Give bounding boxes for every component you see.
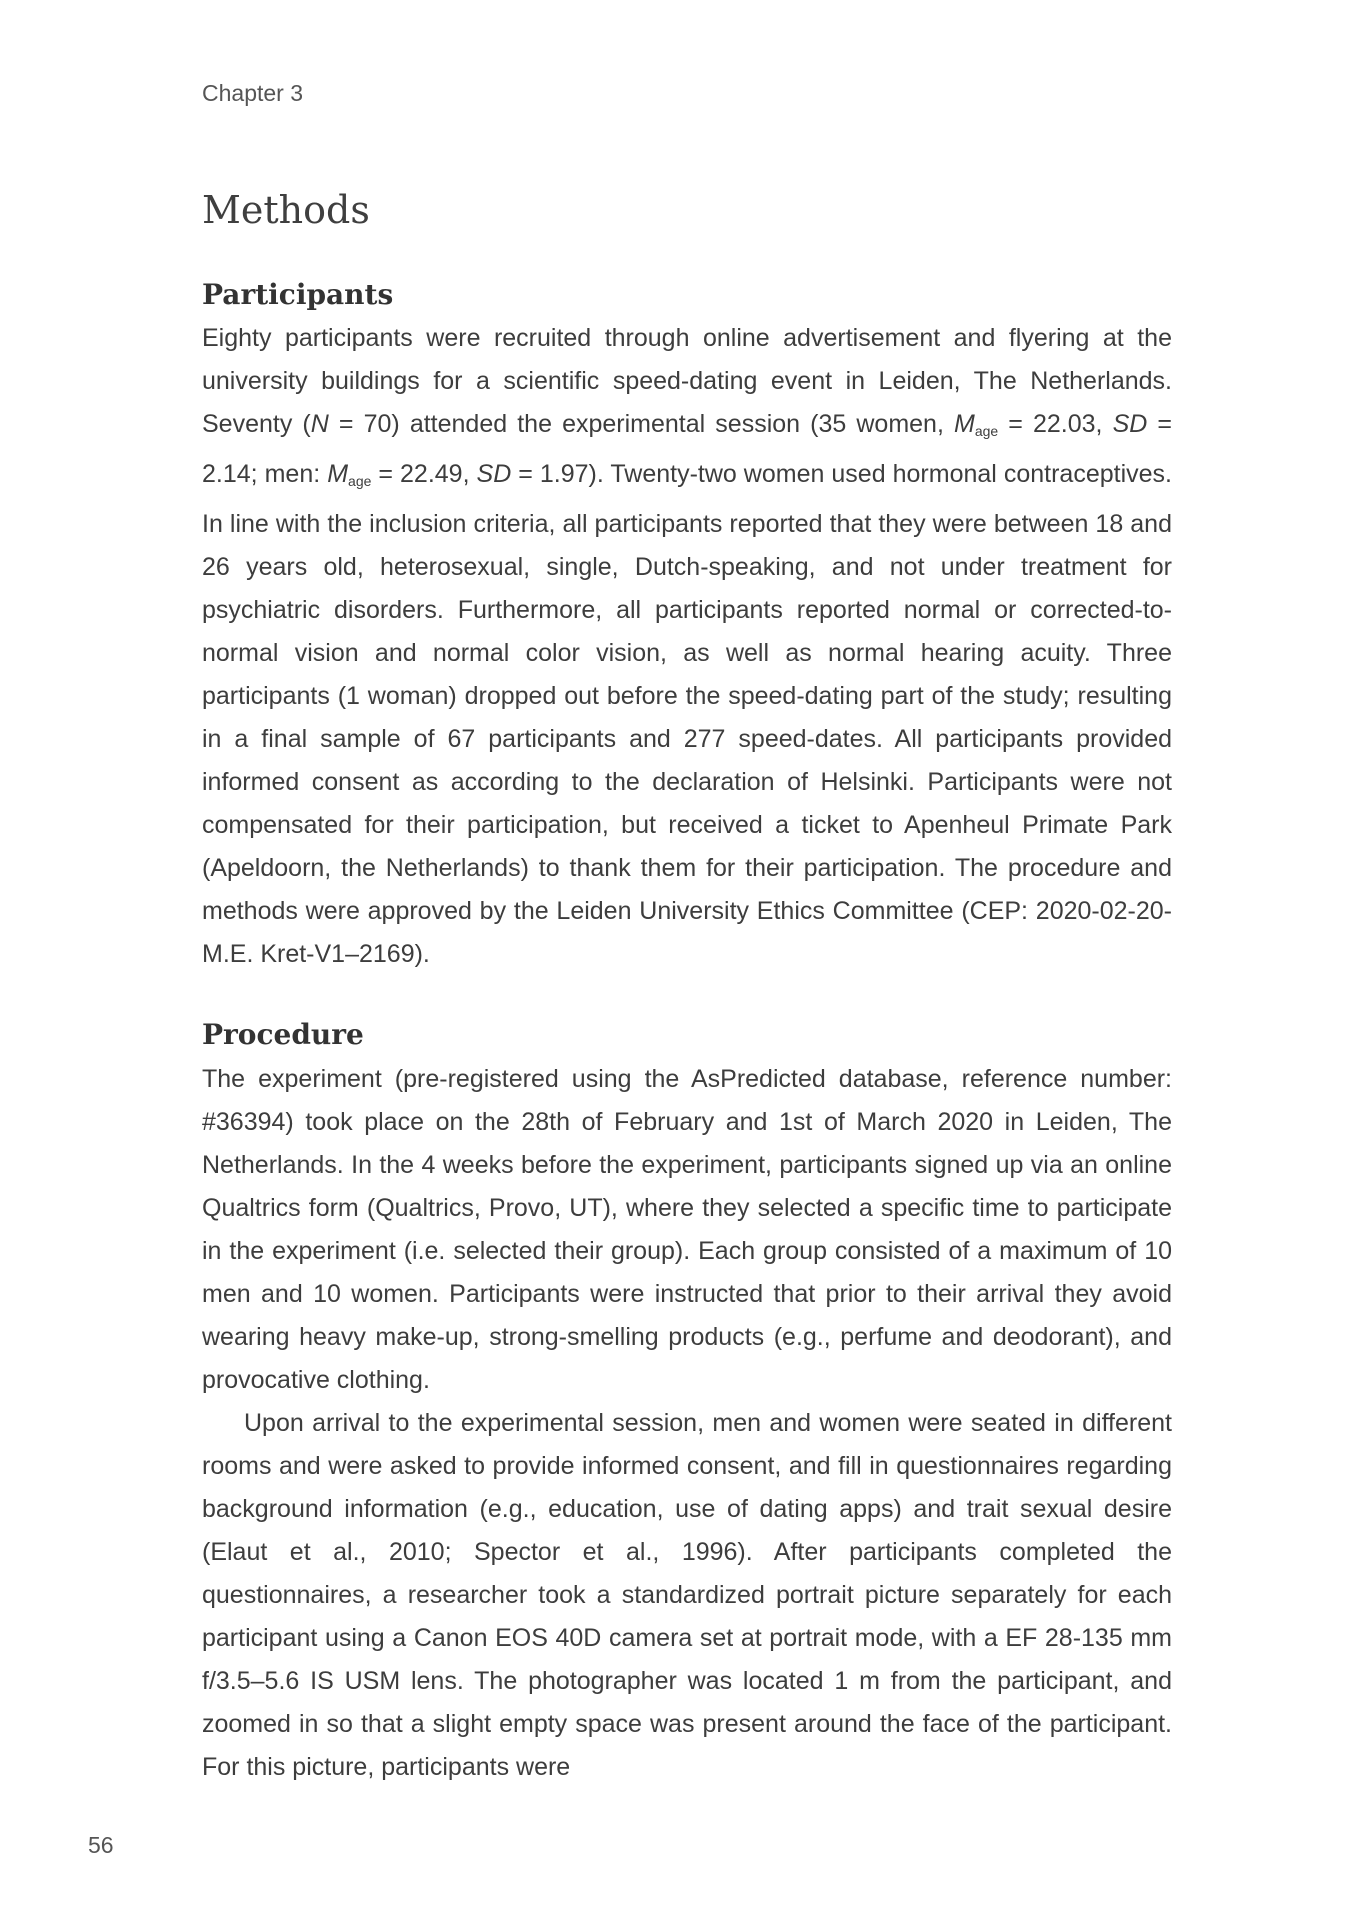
participants-paragraph: Eighty participants were recruited through online advertisement and flyering at the university buildings for a scientific speed-dating event in Leiden, The Netherlands. Seventy (N = 70) attended the experimental session (35 women, $M_{age} = 22.03$, SD = 2.14; men: $M_{age} = 22.49$, SD = 1.97). Twenty-two women used hormonal contraceptives. In line with the inclusion criteria, all participants reported that they were between 18 and 26 years old, heterosexual, single, Dutch-speaking, and not under treatment for psychiatric disorders. Furthermore, all participants reported normal or corrected-to-normal vision and normal color vision, as well as normal hearing acuity. Three participants (1 woman) dropped out before the speed-dating part of the study; resulting in a final sample of 67 participants and 277 speed-dates. All participants provided informed consent as according to the declaration of Helsinki. Participants were not compensated for their participation, but received a ticket to Apenheul Primate Park (Apeldoorn, the Netherlands) to thank them for their participation. The procedure and methods were approved by the Leiden University Ethics Committee (CEP: 2020-02-20-M.E. Kret-V1–2169). <box>202 324 1173 969</box>
section-title: Methods <box>202 188 370 232</box>
procedure-paragraph-2: Upon arrival to the experimental session, men and women were seated in different rooms and were asked to provide informed consent, and fill in questionnaires regarding background information (e.g., education, use of dating apps) and trait sexual desire (Elaut et al., 2010; Spector et al., 1996). After participants completed the questionnaires, a researcher took a standardized portrait picture separately for each participant using a Canon EOS 40D camera set at portrait mode, with a EF 28-135 mm f/3.5–5.6 IS USM lens. The photographer was located 1 m from the participant, and zoomed in so that a slight empty space was present around the face of the participant. For this picture, participants were <box>202 1408 1172 1781</box>
running-head: Chapter 3 <box>202 80 304 106</box>
participants-heading: Participants <box>202 277 394 311</box>
procedure-heading: Procedure <box>202 1018 364 1052</box>
procedure-paragraph-1: The experiment (pre-registered using the AsPredicted database, reference number: #36394) took place on the 28th of February and 1st of March 2020 in Leiden, The Netherlands. In the 4 weeks before the experiment, participants signed up via an online Qualtrics form (Qualtrics, Provo, UT), where they selected a specific time to participate in the experiment (i.e. selected their group). Each group consisted of a maximum of 10 men and 10 women. Participants were instructed that prior to their arrival they avoid wearing heavy make-up, strong-smelling products (e.g., perfume and deodorant), and provocative clothing. <box>202 1064 1172 1394</box>
page-content <box>202 188 1172 1789</box>
page-number: 56 <box>88 1832 114 1858</box>
